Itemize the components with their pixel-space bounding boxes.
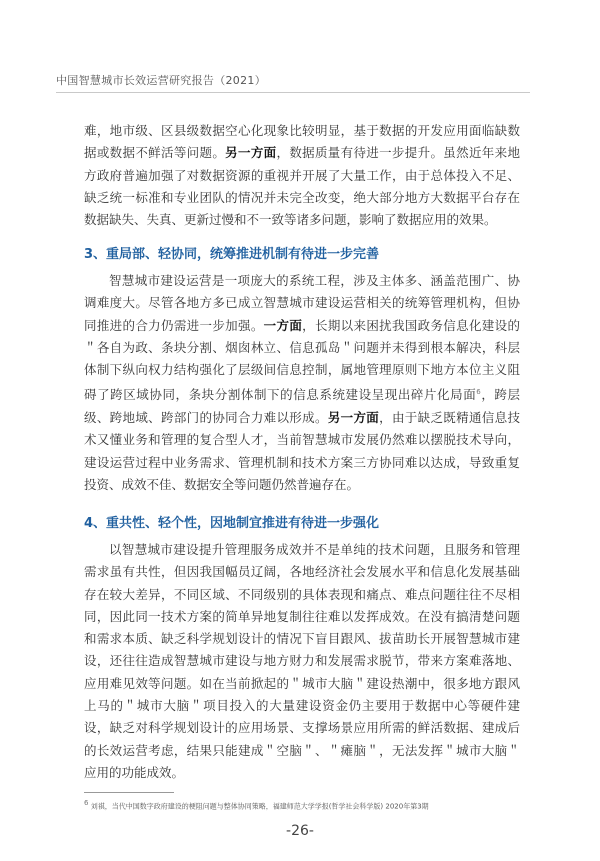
footnote bbox=[84, 799, 429, 811]
paragraph-data-quality bbox=[84, 120, 520, 231]
page-number: -26- bbox=[286, 823, 314, 839]
paragraph-text: ，数据质量有待进一步提升。虽然近年来地方政府普遍加强了对数据资源的重视并开展了大量工作，由于总体投入不足、缺乏统一标准和专业团队的情况并未完全改变，绝大部分地方大数据平台存在数据缺失、失真、更新过慢和不一致等诸多问题，影响了数据应用的效果。 bbox=[84, 145, 520, 228]
paragraph-text: 难，地市级、区县级数据空心化现象比较明显，基于数据的开发应用面临缺数据或数据不鲜活等问题。 bbox=[84, 123, 520, 161]
footnote-reference[interactable]: 6 bbox=[476, 388, 481, 397]
paragraph-text: ，长期以来困扰我国政务信息化建设的＂各自为政、条块分割、烟囱林立、信息孤岛＂问题并未得到根本解决，科层体制下纵向权力结构强化了层级间信息控制，属地管理原则下地方本位主义阻碍了跨区域协同，条块分割体制下的信息系统建设呈现出碎片化局面 bbox=[84, 317, 520, 403]
paragraph-text: 智慧城市建设运营是一项庞大的系统工程，涉及主体多、涵盖范围广、协调难度大。尽管各地方多已成立智慧城市建设运营相关的统筹管理机构，但协同推进的合力仍需进一步加强。 bbox=[84, 273, 520, 333]
footnote-divider bbox=[84, 792, 174, 793]
emphasis-another-aspect: 另一方面 bbox=[225, 145, 277, 161]
running-header: 中国智慧城市长效运营研究报告（2021） bbox=[56, 74, 266, 87]
section-heading-3: 3、重局部、轻协同，统筹推进机制有待进一步完善 bbox=[84, 247, 380, 262]
paragraph-coordination bbox=[84, 270, 520, 496]
paragraph-text: ，跨层级、跨地域、跨部门的协同合力难以形成。 bbox=[84, 387, 520, 425]
footnote-number: 6 bbox=[84, 799, 89, 807]
paragraph-text: 以智慧城市建设提升管理服务成效并不是单纯的技术问题，且服务和管理需求虽有共性，但因我国幅员辽阔，各地经济社会发展水平和信息化发展基础存在较大差异，不同区域、不同级别的具体表现和痛点、难点问题往往不尽相同，因此同一技术方案的简单异地复制往往难以发挥成效。在没有搞清楚问题和需求本质、缺乏科学规划设计的情况下盲目跟风、拔苗助长开展智慧城市建设，还往往造成智慧城市建设与地方财力和发展需求脱节，带来方案难落地、应用难见效等问题。如在当前掀起的＂城市大脑＂建设热潮中，很多地方跟风上马的＂城市大脑＂项目投入的大量建设资金仍主要用于数据中心等硬件建设，缺乏对科学规划设计的应用场景、支撑场景应用所需的鲜活数据、建成后的长效运营考虑，结果只能建成＂空脑＂、＂瘫脑＂，无法发挥＂城市大脑＂应用的功能成效。 bbox=[84, 542, 520, 780]
paragraph-text: ，由于缺乏既精通信息技术又懂业务和管理的复合型人才，当前智慧城市发展仍然难以摆脱技术导向，建设运营过程中业务需求、管理机制和技术方案三方协同难以达成，导致重复投资、成效不佳、数据安全等问题仍然普遍存在。 bbox=[84, 409, 520, 492]
paragraph-localization bbox=[84, 539, 520, 784]
footnote-text: 刘祺，当代中国数字政府建设的梗阻问题与整体协同策略，福建师范大学学报(哲学社会科学版) 2020年第3期 bbox=[90, 802, 429, 811]
header-divider bbox=[56, 92, 530, 93]
section-heading-4: 4、重共性、轻个性，因地制宜推进有待进一步强化 bbox=[84, 516, 380, 531]
emphasis-one-aspect: 一方面 bbox=[263, 317, 303, 333]
emphasis-another-aspect: 另一方面 bbox=[327, 409, 380, 425]
